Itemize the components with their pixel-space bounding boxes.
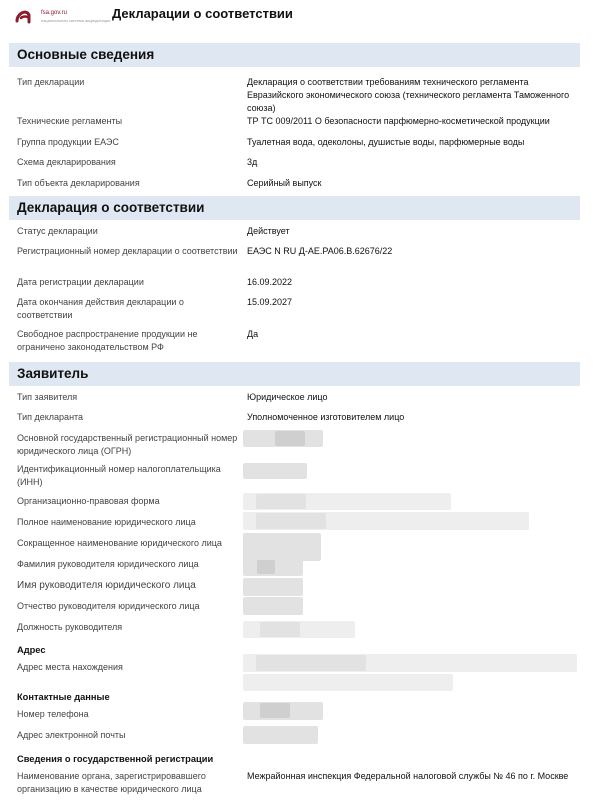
field-value: Да: [247, 329, 259, 339]
field-value: Туалетная вода, одеколоны, душистые воды, парфюмерные воды: [247, 137, 525, 147]
field-label: Дата окончания действия декларации о соответствии: [17, 297, 184, 320]
field-value: Действует: [247, 226, 290, 236]
field-label: Тип декларации: [17, 77, 85, 87]
field-label: Тип объекта декларирования: [17, 178, 140, 188]
field-value: Декларация о соответствии требованиям технического регламента Евразийского экономического союза (технического регламента Таможенного союза): [247, 77, 570, 113]
field-label: Тип заявителя: [17, 392, 78, 402]
field-label: Идентификационный номер налогоплательщика (ИНН): [17, 464, 221, 487]
subheading-contacts: Контактные данные: [17, 692, 110, 702]
redacted-value: [243, 597, 303, 615]
field-label: Тип декларанта: [17, 412, 84, 422]
section-title: Заявитель: [17, 366, 89, 381]
field-value: 15.09.2027: [247, 297, 293, 307]
redacted-value: [256, 655, 366, 671]
redacted-value: [243, 726, 318, 744]
logo-text: fsa.gov.ru: [41, 10, 67, 16]
field-label: Наименование органа, зарегистрировавшего организацию в качестве юридического лица: [17, 771, 206, 794]
section-title: Декларация о соответствии: [17, 200, 205, 215]
section-applicant-header: [9, 362, 580, 386]
field-label: Дата регистрации декларации: [17, 277, 144, 287]
field-value: 3д: [247, 157, 258, 167]
field-label: Фамилия руководителя юридического лица: [17, 559, 199, 569]
redacted-value: [256, 513, 326, 529]
redacted-value: [243, 578, 303, 596]
page-header: [0, 0, 596, 36]
section-main-header: [9, 43, 580, 67]
field-label: Номер телефона: [17, 709, 89, 719]
redacted-value: [260, 622, 300, 637]
field-label: Сокращенное наименование юридического лица: [17, 538, 222, 548]
section-declaration-header: [9, 196, 580, 220]
fsa-logo-icon: [13, 5, 35, 27]
field-label: Адрес электронной почты: [17, 730, 126, 740]
redacted-value: [256, 494, 306, 509]
field-value: ЕАЭС N RU Д-AE.PA06.B.62676/22: [247, 246, 393, 256]
field-label: Адрес места нахождения: [17, 662, 123, 672]
field-label: Регистрационный номер декларации о соответствии: [17, 246, 238, 256]
redacted-value: [243, 674, 453, 691]
redacted-value: [243, 533, 321, 561]
logo-subtitle: национальная система аккредитации: [41, 18, 111, 23]
section-title: Основные сведения: [17, 47, 155, 62]
field-value: Уполномоченное изготовителем лицо: [247, 412, 405, 422]
field-label: Статус декларации: [17, 226, 98, 236]
field-label: Схема декларирования: [17, 157, 116, 167]
redacted-value: [260, 703, 290, 718]
redacted-value: [243, 463, 307, 479]
field-label: Полное наименование юридического лица: [17, 517, 196, 527]
field-label: Организационно-правовая форма: [17, 496, 160, 506]
field-label: Свободное распространение продукции не ограничено законодательством РФ: [17, 329, 198, 352]
field-value: ТР ТС 009/2011 О безопасности парфюмерно-косметической продукции: [247, 116, 550, 126]
field-label: Должность руководителя: [17, 622, 123, 632]
field-label: Группа продукции ЕАЭС: [17, 137, 119, 147]
field-value: 16.09.2022: [247, 277, 293, 287]
field-value: Серийный выпуск: [247, 178, 322, 188]
field-label: Основной государственный регистрационный номер юридического лица (ОГРН): [17, 433, 238, 456]
page-title: Декларации о соответствии: [112, 6, 293, 21]
redacted-value: [257, 560, 275, 574]
field-label: Технические регламенты: [17, 116, 123, 126]
field-value: Межрайонная инспекция Федеральной налоговой службы № 46 по г. Москве: [247, 771, 569, 781]
redacted-value: [275, 431, 305, 446]
field-label: Отчество руководителя юридического лица: [17, 601, 200, 611]
field-value: Юридическое лицо: [247, 392, 328, 402]
subheading-address: Адрес: [17, 645, 46, 655]
subheading-registration: Сведения о государственной регистрации: [17, 754, 214, 764]
field-label: Имя руководителя юридического лица: [17, 580, 196, 591]
